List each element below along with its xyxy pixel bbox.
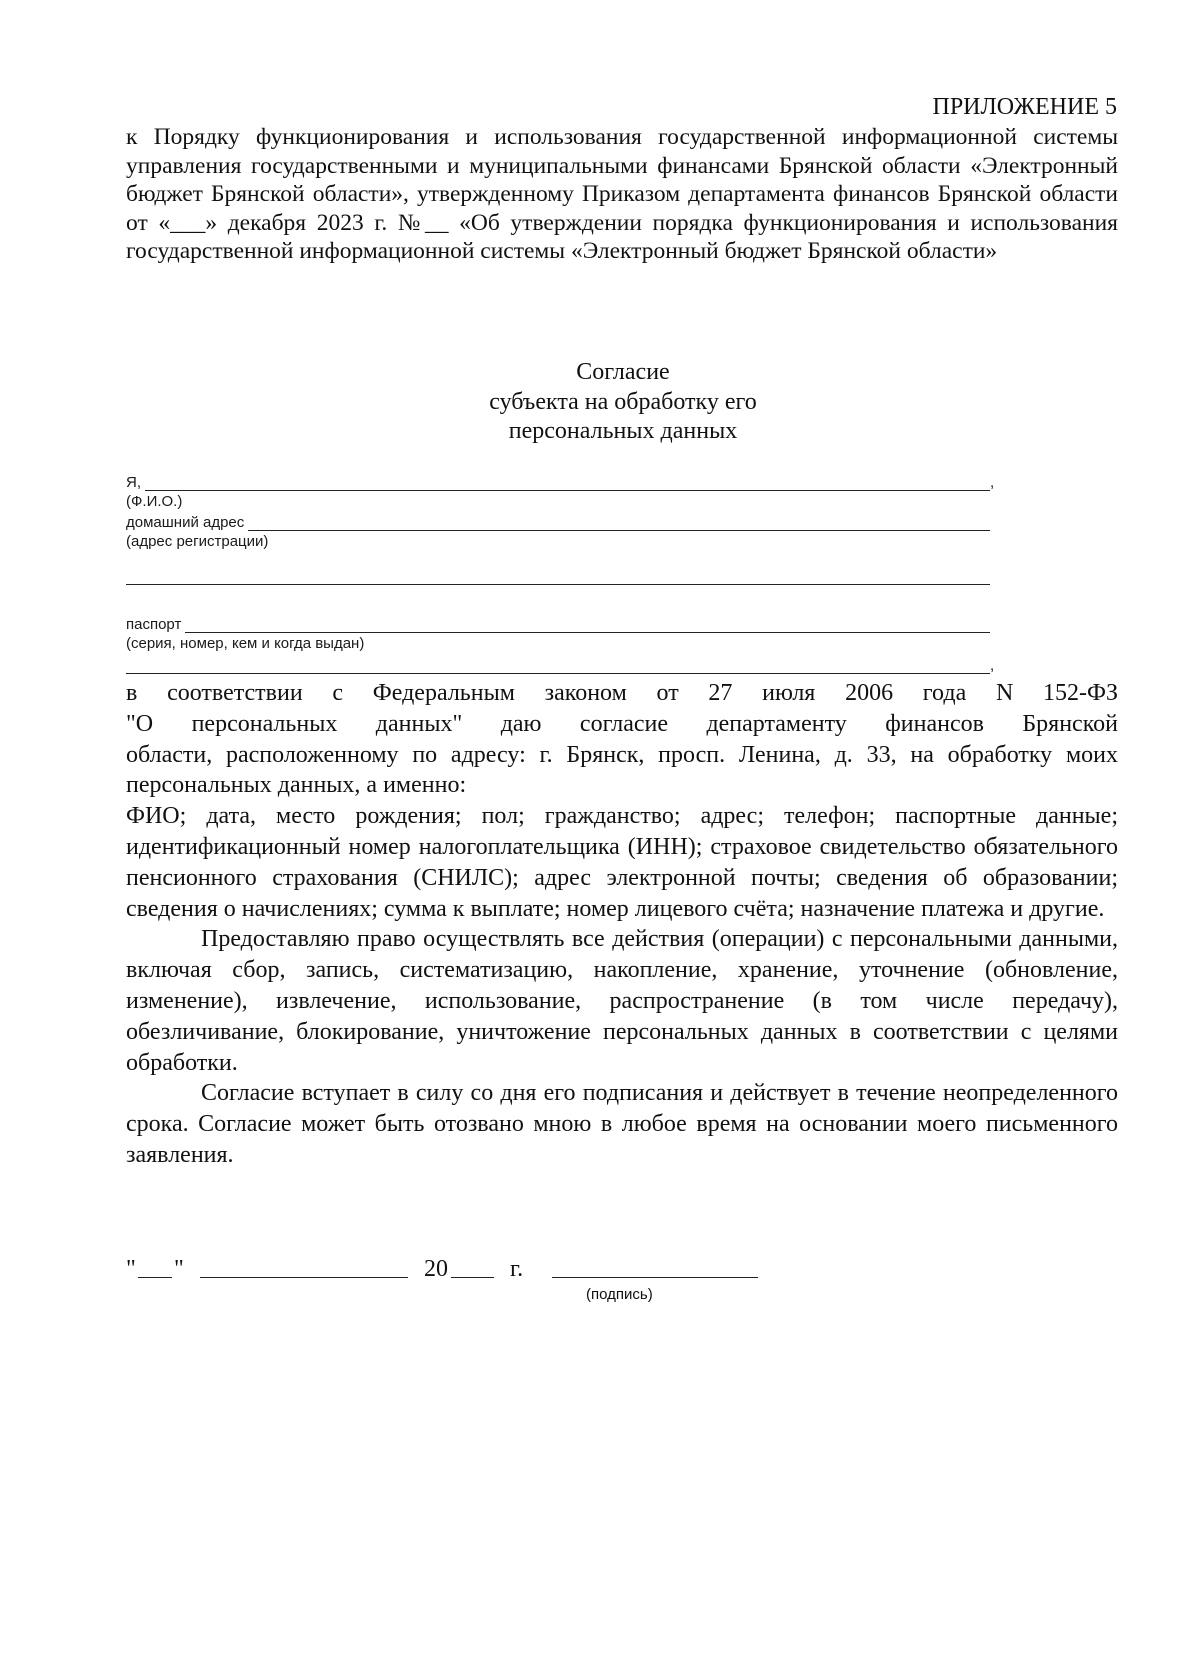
- consent-title: [0, 358, 1200, 447]
- passport-line: [126, 614, 998, 633]
- passport-comma: ,: [990, 657, 995, 674]
- year-prefix: 20: [424, 1256, 448, 1282]
- passport-blank: [185, 620, 990, 633]
- consent-body: [126, 678, 1118, 1171]
- consent-title-line-2: субъекта на обработку его: [489, 388, 757, 415]
- processing-rights-paragraph: Предоставляю право осуществлять все действия (операции) с персональными данными, включая сбор, запись, систематизацию, накопление, хранение, уточнение (обновление, изменение), извлечение, использование, распространение (в том числе передачу), обезличивание, блокирование, уничтожение персональных данных в соответствии с целями обработки.: [126, 926, 1118, 1076]
- date-signature-row: [126, 1253, 806, 1283]
- day-blank: [138, 1277, 172, 1278]
- consent-title-line-1: Согласие: [576, 359, 670, 385]
- signature-caption: (подпись): [586, 1286, 653, 1303]
- month-blank: [200, 1277, 408, 1278]
- passport-line-continued: [126, 655, 998, 674]
- day-quote-close: ": [174, 1256, 184, 1282]
- passport-caption: (серия, номер, кем и когда выдан): [126, 635, 365, 652]
- address-caption: (адрес регистрации): [126, 533, 269, 550]
- personal-info-form: [126, 472, 998, 674]
- personal-data-list: ФИО; дата, место рождения; пол; гражданство; адрес; телефон; паспортные данные; идентификационный номер налогоплательщика (ИНН); страховое свидетельство обязательного пенсионного страхования (СНИЛС); адрес электронной почты; сведения об образовании; сведения о начислениях; сумма к выплате; номер лицевого счёта; назначение платежа и другие.: [126, 803, 1118, 922]
- consent-recipient-address: области, расположенному по адресу: г. Брянск, просп. Ленина, д. 33, на обработку моих персональных данных, а именно:: [126, 741, 1118, 799]
- passport-blank-continued: [126, 661, 990, 674]
- signature-blank: [552, 1277, 758, 1278]
- day-quote-open: ": [126, 1256, 136, 1282]
- year-blank: [451, 1277, 494, 1278]
- appendix-reference: к Порядку функционирования и использования государственной информационной системы управления государственными и муниципальными финансами Брянской области «Электронный бюджет Брянской области», утвержденному Приказом департамента финансов Брянской области от «___» декабря 2023 г. №__ «Об утверждении порядка функционирования и использования государственной информационной системы «Электронный бюджет Брянской области»: [126, 124, 1118, 264]
- year-suffix: г.: [510, 1256, 524, 1282]
- address-blank: [248, 518, 990, 531]
- validity-paragraph: Согласие вступает в силу со дня его подписания и действует в течение неопределенного срока. Согласие может быть отозвано мною в любое время на основании моего письменного заявления.: [126, 1080, 1118, 1168]
- passport-label: паспорт: [126, 616, 182, 633]
- appendix-title: ПРИЛОЖЕНИЕ 5: [932, 94, 1117, 120]
- law-reference-line: в соответствии с Федеральным законом от 27 июля 2006 года N 152-ФЗ: [126, 680, 1118, 706]
- address-line: [126, 512, 998, 531]
- fio-line: [126, 472, 998, 491]
- consent-title-line-3: персональных данных: [508, 418, 738, 444]
- consent-recipient-line: "О персональных данных" даю согласие департаменту финансов Брянской: [126, 710, 1118, 737]
- i-label: Я,: [126, 474, 141, 491]
- address-label: домашний адрес: [126, 514, 245, 531]
- fio-comma: ,: [990, 474, 995, 491]
- fio-caption: (Ф.И.О.): [126, 493, 183, 510]
- fio-blank: [145, 478, 990, 491]
